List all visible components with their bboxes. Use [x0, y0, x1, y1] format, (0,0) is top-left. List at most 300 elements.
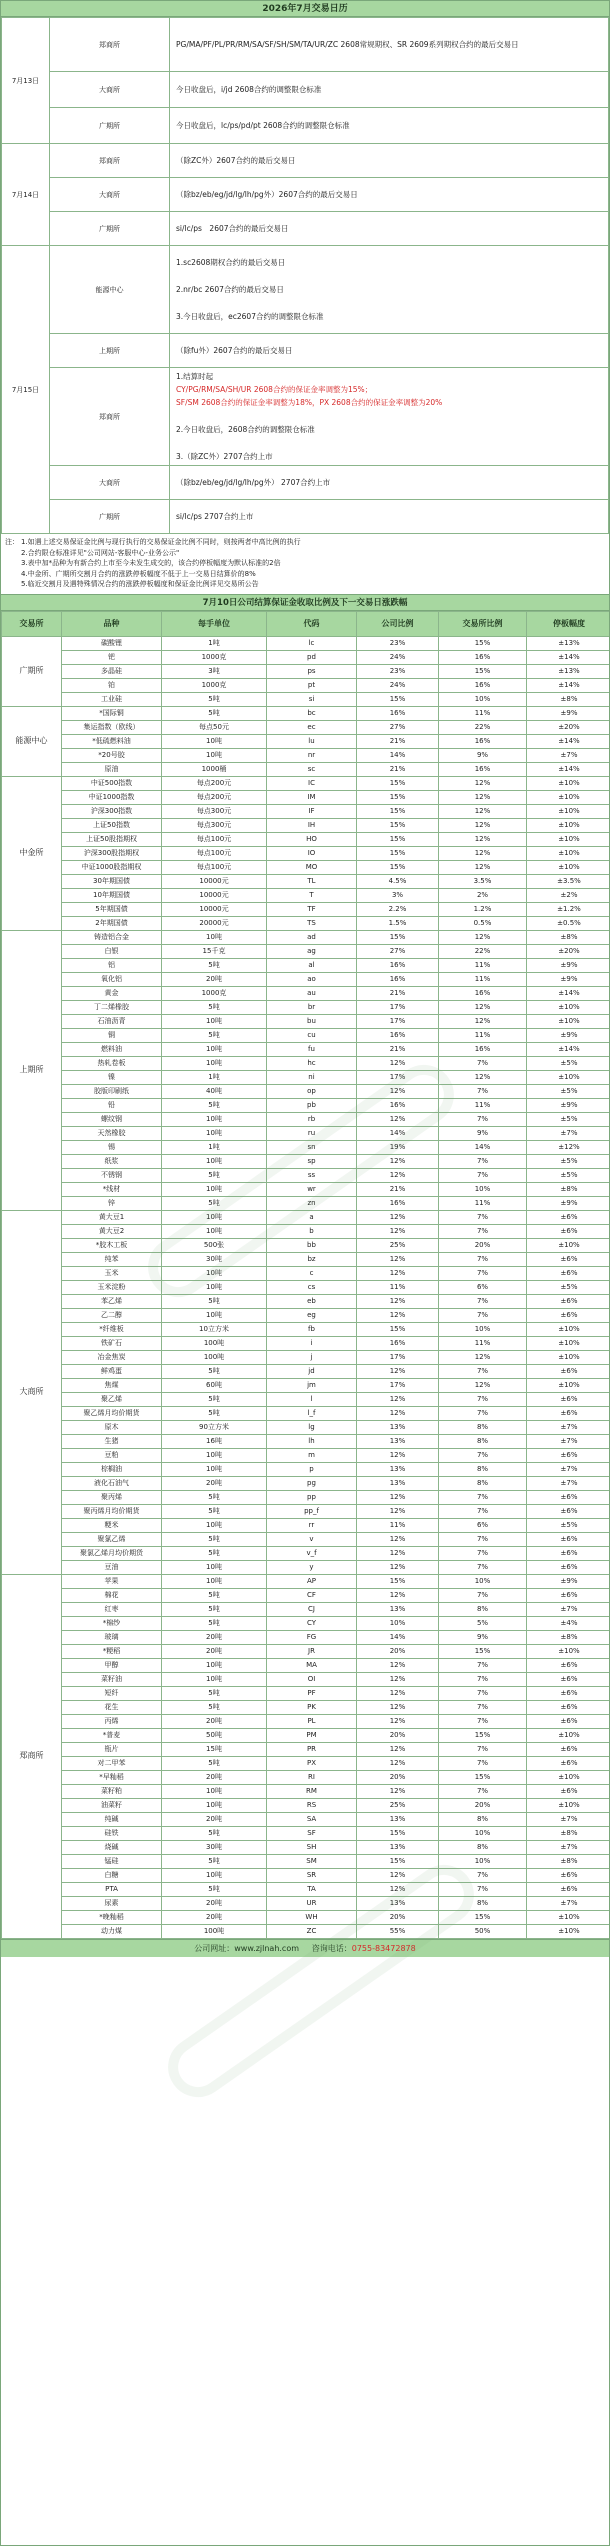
calendar-exchange: 郑商所	[50, 368, 170, 466]
margin-price-limit: ±6%	[527, 1546, 610, 1560]
margin-variety: *早籼稻	[62, 1770, 162, 1784]
margin-exchange-ratio: 7%	[439, 1560, 527, 1574]
margin-exchange-ratio: 11%	[439, 1336, 527, 1350]
margin-row	[2, 1168, 610, 1182]
margin-exchange-ratio: 11%	[439, 1098, 527, 1112]
margin-price-limit: ±6%	[527, 1784, 610, 1798]
margin-row	[2, 1616, 610, 1630]
margin-company-ratio: 15%	[357, 860, 439, 874]
margin-lot-unit: 5吨	[162, 1028, 267, 1042]
note-item: 3.表中加*品种为有新合约上市至今未发生成交的，该合约停板幅度为默认标准的2倍	[21, 559, 281, 567]
margin-variety: 菜籽油	[62, 1672, 162, 1686]
margin-company-ratio: 12%	[357, 1546, 439, 1560]
margin-code: RI	[267, 1770, 357, 1784]
margin-row	[2, 1182, 610, 1196]
margin-row	[2, 1000, 610, 1014]
margin-company-ratio: 12%	[357, 1112, 439, 1126]
margin-lot-unit: 5吨	[162, 1490, 267, 1504]
footer-website: www.zjlnah.com	[234, 1943, 300, 1953]
margin-code: hc	[267, 1056, 357, 1070]
margin-variety: 纸浆	[62, 1154, 162, 1168]
margin-company-ratio: 12%	[357, 1532, 439, 1546]
margin-company-ratio: 15%	[357, 804, 439, 818]
margin-company-ratio: 13%	[357, 1812, 439, 1826]
margin-exchange-ratio: 7%	[439, 1546, 527, 1560]
margin-company-ratio: 12%	[357, 1448, 439, 1462]
margin-price-limit: ±10%	[527, 1000, 610, 1014]
margin-code: RM	[267, 1784, 357, 1798]
margin-code: IF	[267, 804, 357, 818]
margin-lot-unit: 10吨	[162, 1126, 267, 1140]
margin-lot-unit: 60吨	[162, 1378, 267, 1392]
margin-row	[2, 1854, 610, 1868]
margin-variety: 棉花	[62, 1588, 162, 1602]
margin-variety: 工业硅	[62, 692, 162, 706]
margin-company-ratio: 15%	[357, 1854, 439, 1868]
margin-lot-unit: 5吨	[162, 1392, 267, 1406]
margin-lot-unit: 5吨	[162, 1616, 267, 1630]
margin-lot-unit: 每点200元	[162, 776, 267, 790]
margin-code: OI	[267, 1672, 357, 1686]
margin-code: WH	[267, 1910, 357, 1924]
margin-variety: 短纤	[62, 1686, 162, 1700]
margin-variety: 白银	[62, 944, 162, 958]
margin-variety: 硅铁	[62, 1826, 162, 1840]
margin-lot-unit: 1吨	[162, 1140, 267, 1154]
margin-code: lh	[267, 1434, 357, 1448]
notice-line: SF/SM 2608合约的保证金率调整为18%，PX 2608合约的保证金率调整为20%	[176, 398, 443, 407]
margin-exchange-ratio: 1.2%	[439, 902, 527, 916]
margin-lot-unit: 16吨	[162, 1434, 267, 1448]
margin-code: MO	[267, 860, 357, 874]
margin-code: IM	[267, 790, 357, 804]
margin-lot-unit: 10吨	[162, 1042, 267, 1056]
margin-exchange-ratio: 8%	[439, 1896, 527, 1910]
margin-price-limit: ±14%	[527, 650, 610, 664]
calendar-notice	[170, 466, 609, 500]
margin-exchange-ratio: 2%	[439, 888, 527, 902]
margin-variety: 棕榈油	[62, 1462, 162, 1476]
margin-code: SR	[267, 1868, 357, 1882]
margin-exchange-ratio: 7%	[439, 1448, 527, 1462]
margin-row	[2, 1098, 610, 1112]
notice-line: （除bz/eb/eg/jd/lg/lh/pg外）2607合约的最后交易日	[176, 190, 358, 199]
margin-price-limit: ±14%	[527, 1042, 610, 1056]
margin-code: sc	[267, 762, 357, 776]
margin-row	[2, 832, 610, 846]
margin-variety: *线材	[62, 1182, 162, 1196]
margin-company-ratio: 20%	[357, 1770, 439, 1784]
margin-lot-unit: 1000克	[162, 650, 267, 664]
margin-exchange-ratio: 7%	[439, 1224, 527, 1238]
margin-price-limit: ±9%	[527, 1574, 610, 1588]
margin-code: T	[267, 888, 357, 902]
margin-lot-unit: 10吨	[162, 734, 267, 748]
margin-lot-unit: 5吨	[162, 1504, 267, 1518]
margin-company-ratio: 12%	[357, 1308, 439, 1322]
margin-company-ratio: 12%	[357, 1672, 439, 1686]
margin-lot-unit: 10吨	[162, 1112, 267, 1126]
margin-lot-unit: 20吨	[162, 1910, 267, 1924]
margin-code: ru	[267, 1126, 357, 1140]
margin-exchange-ratio: 16%	[439, 734, 527, 748]
margin-company-ratio: 1.5%	[357, 916, 439, 930]
margin-code: PR	[267, 1742, 357, 1756]
margin-variety: *棉纱	[62, 1616, 162, 1630]
margin-lot-unit: 10吨	[162, 1056, 267, 1070]
margin-exchange-ratio: 7%	[439, 1056, 527, 1070]
margin-lot-unit: 5吨	[162, 1588, 267, 1602]
margin-company-ratio: 15%	[357, 1826, 439, 1840]
margin-code: CY	[267, 1616, 357, 1630]
margin-code: cs	[267, 1280, 357, 1294]
margin-price-limit: ±6%	[527, 1868, 610, 1882]
margin-exchange-ratio: 22%	[439, 720, 527, 734]
margin-code: jm	[267, 1378, 357, 1392]
margin-row	[2, 1364, 610, 1378]
margin-row	[2, 1434, 610, 1448]
margin-variety: 热轧卷板	[62, 1056, 162, 1070]
margin-code: bb	[267, 1238, 357, 1252]
margin-company-ratio: 17%	[357, 1350, 439, 1364]
margin-exchange-ratio: 16%	[439, 1042, 527, 1056]
margin-row	[2, 734, 610, 748]
margin-price-limit: ±7%	[527, 1840, 610, 1854]
margin-row	[2, 1574, 610, 1588]
margin-code: IH	[267, 818, 357, 832]
margin-code: br	[267, 1000, 357, 1014]
margin-variety: 镍	[62, 1070, 162, 1084]
margin-price-limit: ±10%	[527, 804, 610, 818]
margin-variety: *国际铜	[62, 706, 162, 720]
margin-variety: 瓶片	[62, 1742, 162, 1756]
margin-exchange-ratio: 10%	[439, 692, 527, 706]
margin-price-limit: ±6%	[527, 1686, 610, 1700]
margin-exchange-ratio: 7%	[439, 1672, 527, 1686]
margin-variety: 冶金焦炭	[62, 1350, 162, 1364]
margin-exchange-ratio: 8%	[439, 1434, 527, 1448]
calendar-notice	[170, 212, 609, 246]
margin-code: pg	[267, 1476, 357, 1490]
margin-lot-unit: 5吨	[162, 1602, 267, 1616]
margin-row	[2, 664, 610, 678]
margin-code: op	[267, 1084, 357, 1098]
margin-company-ratio: 14%	[357, 748, 439, 762]
margin-lot-unit: 20000元	[162, 916, 267, 930]
margin-header-cell: 交易所	[2, 611, 62, 636]
margin-variety: 天然橡胶	[62, 1126, 162, 1140]
margin-company-ratio: 12%	[357, 1588, 439, 1602]
margin-code: IC	[267, 776, 357, 790]
notes-body	[21, 537, 605, 590]
margin-price-limit: ±6%	[527, 1672, 610, 1686]
margin-company-ratio: 12%	[357, 1392, 439, 1406]
margin-lot-unit: 20吨	[162, 1896, 267, 1910]
margin-code: eg	[267, 1308, 357, 1322]
margin-code: rb	[267, 1112, 357, 1126]
margin-variety: 玉米	[62, 1266, 162, 1280]
margin-lot-unit: 每点200元	[162, 790, 267, 804]
margin-price-limit: ±14%	[527, 678, 610, 692]
margin-company-ratio: 12%	[357, 1084, 439, 1098]
margin-row	[2, 1504, 610, 1518]
margin-exchange-ratio: 15%	[439, 1728, 527, 1742]
margin-code: m	[267, 1448, 357, 1462]
margin-company-ratio: 15%	[357, 692, 439, 706]
margin-row	[2, 1868, 610, 1882]
margin-lot-unit: 5吨	[162, 1854, 267, 1868]
margin-variety: 玻璃	[62, 1630, 162, 1644]
margin-price-limit: ±6%	[527, 1532, 610, 1546]
margin-variety: 氧化铝	[62, 972, 162, 986]
margin-company-ratio: 13%	[357, 1602, 439, 1616]
margin-row	[2, 790, 610, 804]
margin-exchange-ratio: 3.5%	[439, 874, 527, 888]
calendar-notice	[170, 108, 609, 144]
note-item: 2.合约限仓标准详见"公司网站-客服中心-业务公示"	[21, 548, 180, 557]
margin-row	[2, 1154, 610, 1168]
margin-code: PK	[267, 1700, 357, 1714]
margin-lot-unit: 1吨	[162, 636, 267, 650]
margin-code: SM	[267, 1854, 357, 1868]
margin-exchange-ratio: 15%	[439, 1644, 527, 1658]
margin-lot-unit: 20吨	[162, 972, 267, 986]
margin-row	[2, 930, 610, 944]
margin-exchange-ratio: 7%	[439, 1210, 527, 1224]
margin-company-ratio: 12%	[357, 1294, 439, 1308]
margin-price-limit: ±6%	[527, 1756, 610, 1770]
margin-code: j	[267, 1350, 357, 1364]
margin-lot-unit: 每点100元	[162, 860, 267, 874]
footer-phone: 0755-83472878	[351, 1943, 416, 1953]
margin-company-ratio: 12%	[357, 1742, 439, 1756]
margin-code: CJ	[267, 1602, 357, 1616]
margin-row	[2, 1602, 610, 1616]
margin-row	[2, 1476, 610, 1490]
margin-lot-unit: 5吨	[162, 1364, 267, 1378]
calendar-exchange: 大商所	[50, 72, 170, 108]
margin-exchange-ratio: 12%	[439, 776, 527, 790]
notice-line: （除bz/eb/eg/jd/lg/lh/pg外） 2707合约上市	[176, 478, 331, 487]
margin-row	[2, 650, 610, 664]
margin-price-limit: ±7%	[527, 1462, 610, 1476]
margin-row	[2, 888, 610, 902]
notice-line: PG/MA/PF/PL/PR/RM/SA/SF/SH/SM/TA/UR/ZC 2608常规期权、SR 2609系列期权合约的最后交易日	[176, 40, 519, 49]
margin-price-limit: ±5%	[527, 1154, 610, 1168]
margin-price-limit: ±10%	[527, 1322, 610, 1336]
margin-company-ratio: 15%	[357, 1574, 439, 1588]
margin-row	[2, 1140, 610, 1154]
margin-row	[2, 1924, 610, 1938]
margin-code: UR	[267, 1896, 357, 1910]
margin-lot-unit: 20吨	[162, 1630, 267, 1644]
margin-exchange-ratio: 12%	[439, 860, 527, 874]
margin-company-ratio: 12%	[357, 1882, 439, 1896]
margin-lot-unit: 每点300元	[162, 818, 267, 832]
margin-lot-unit: 20吨	[162, 1714, 267, 1728]
margin-row	[2, 720, 610, 734]
margin-exchange: 中金所	[2, 776, 62, 930]
margin-variety: 苯乙烯	[62, 1294, 162, 1308]
margin-variety: 胶版印刷纸	[62, 1084, 162, 1098]
margin-price-limit: ±8%	[527, 1630, 610, 1644]
margin-company-ratio: 3%	[357, 888, 439, 902]
margin-price-limit: ±5%	[527, 1280, 610, 1294]
margin-row	[2, 1588, 610, 1602]
margin-price-limit: ±7%	[527, 1420, 610, 1434]
margin-lot-unit: 10吨	[162, 930, 267, 944]
margin-table	[1, 611, 610, 1939]
margin-code: v_f	[267, 1546, 357, 1560]
margin-price-limit: ±6%	[527, 1504, 610, 1518]
margin-row	[2, 1532, 610, 1546]
margin-row	[2, 1322, 610, 1336]
margin-exchange-ratio: 7%	[439, 1364, 527, 1378]
notice-line: 3.今日收盘后，ec2607合约的调整限仓标准	[176, 312, 324, 321]
margin-company-ratio: 23%	[357, 636, 439, 650]
margin-row	[2, 1252, 610, 1266]
margin-company-ratio: 12%	[357, 1658, 439, 1672]
margin-price-limit: ±10%	[527, 776, 610, 790]
margin-exchange: 能源中心	[2, 706, 62, 776]
margin-exchange-ratio: 10%	[439, 1182, 527, 1196]
margin-variety: 碳酸锂	[62, 636, 162, 650]
margin-row	[2, 1266, 610, 1280]
note-item: 5.临近交割月及遇特殊情况合约的涨跌停板幅度和保证金比例详见交易所公告	[21, 580, 259, 588]
margin-exchange-ratio: 20%	[439, 1798, 527, 1812]
margin-code: rr	[267, 1518, 357, 1532]
calendar-exchange: 广期所	[50, 108, 170, 144]
margin-exchange-ratio: 16%	[439, 762, 527, 776]
margin-code: ss	[267, 1168, 357, 1182]
margin-row	[2, 1714, 610, 1728]
calendar-notice	[170, 368, 609, 466]
margin-row	[2, 972, 610, 986]
margin-lot-unit: 5吨	[162, 1168, 267, 1182]
margin-variety: 焦煤	[62, 1378, 162, 1392]
margin-price-limit: ±6%	[527, 1266, 610, 1280]
margin-lot-unit: 10吨	[162, 1560, 267, 1574]
margin-company-ratio: 12%	[357, 1168, 439, 1182]
margin-price-limit: ±10%	[527, 860, 610, 874]
margin-exchange-ratio: 7%	[439, 1756, 527, 1770]
calendar-date: 7月14日	[2, 144, 50, 246]
margin-code: PL	[267, 1714, 357, 1728]
margin-lot-unit: 10吨	[162, 1448, 267, 1462]
margin-price-limit: ±14%	[527, 986, 610, 1000]
calendar-exchange: 郑商所	[50, 144, 170, 178]
margin-lot-unit: 20吨	[162, 1644, 267, 1658]
margin-price-limit: ±10%	[527, 818, 610, 832]
calendar-notice	[170, 178, 609, 212]
margin-code: SF	[267, 1826, 357, 1840]
margin-code: ni	[267, 1070, 357, 1084]
margin-exchange-ratio: 6%	[439, 1518, 527, 1532]
margin-code: ZC	[267, 1924, 357, 1938]
margin-company-ratio: 27%	[357, 720, 439, 734]
margin-company-ratio: 12%	[357, 1154, 439, 1168]
margin-company-ratio: 12%	[357, 1686, 439, 1700]
margin-price-limit: ±6%	[527, 1560, 610, 1574]
margin-price-limit: ±9%	[527, 958, 610, 972]
margin-company-ratio: 12%	[357, 1504, 439, 1518]
margin-row	[2, 1028, 610, 1042]
margin-variety: 动力煤	[62, 1924, 162, 1938]
margin-lot-unit: 30吨	[162, 1840, 267, 1854]
margin-lot-unit: 10000元	[162, 888, 267, 902]
calendar-notice	[170, 144, 609, 178]
margin-variety: 多晶硅	[62, 664, 162, 678]
margin-company-ratio: 13%	[357, 1462, 439, 1476]
margin-company-ratio: 21%	[357, 762, 439, 776]
margin-exchange-ratio: 7%	[439, 1308, 527, 1322]
margin-price-limit: ±6%	[527, 1308, 610, 1322]
margin-exchange-ratio: 12%	[439, 846, 527, 860]
margin-row	[2, 916, 610, 930]
calendar-exchange: 大商所	[50, 466, 170, 500]
margin-price-limit: ±6%	[527, 1252, 610, 1266]
margin-row	[2, 1294, 610, 1308]
margin-variety: *胶木工板	[62, 1238, 162, 1252]
margin-lot-unit: 10吨	[162, 1868, 267, 1882]
margin-exchange-ratio: 7%	[439, 1504, 527, 1518]
margin-company-ratio: 13%	[357, 1476, 439, 1490]
margin-lot-unit: 10吨	[162, 1518, 267, 1532]
margin-company-ratio: 24%	[357, 650, 439, 664]
margin-price-limit: ±13%	[527, 636, 610, 650]
margin-price-limit: ±7%	[527, 748, 610, 762]
margin-price-limit: ±10%	[527, 1770, 610, 1784]
margin-code: l_f	[267, 1406, 357, 1420]
margin-company-ratio: 4.5%	[357, 874, 439, 888]
margin-code: PX	[267, 1756, 357, 1770]
margin-code: l	[267, 1392, 357, 1406]
margin-exchange-ratio: 7%	[439, 1406, 527, 1420]
margin-price-limit: ±12%	[527, 1140, 610, 1154]
margin-price-limit: ±8%	[527, 1182, 610, 1196]
margin-exchange-ratio: 7%	[439, 1882, 527, 1896]
notice-line: si/lc/ps 2707合约上市	[176, 512, 254, 521]
calendar-notice	[170, 334, 609, 368]
margin-company-ratio: 25%	[357, 1238, 439, 1252]
margin-price-limit: ±8%	[527, 1854, 610, 1868]
margin-price-limit: ±9%	[527, 972, 610, 986]
margin-code: sn	[267, 1140, 357, 1154]
margin-variety: 铂	[62, 678, 162, 692]
margin-code: eb	[267, 1294, 357, 1308]
margin-price-limit: ±6%	[527, 1294, 610, 1308]
margin-variety: PTA	[62, 1882, 162, 1896]
margin-exchange-ratio: 15%	[439, 1910, 527, 1924]
margin-lot-unit: 3吨	[162, 664, 267, 678]
margin-header-cell: 交易所比例	[439, 611, 527, 636]
margin-company-ratio: 15%	[357, 818, 439, 832]
margin-price-limit: ±10%	[527, 1378, 610, 1392]
margin-variety: 豆油	[62, 1560, 162, 1574]
margin-code: pt	[267, 678, 357, 692]
margin-row	[2, 1812, 610, 1826]
margin-exchange-ratio: 7%	[439, 1252, 527, 1266]
margin-lot-unit: 20吨	[162, 1812, 267, 1826]
margin-variety: 鲜鸡蛋	[62, 1364, 162, 1378]
margin-price-limit: ±6%	[527, 1700, 610, 1714]
margin-company-ratio: 20%	[357, 1728, 439, 1742]
calendar-table	[1, 17, 609, 534]
margin-exchange-ratio: 12%	[439, 1378, 527, 1392]
margin-table-header	[2, 611, 610, 636]
margin-price-limit: ±5%	[527, 1056, 610, 1070]
margin-code: bc	[267, 706, 357, 720]
